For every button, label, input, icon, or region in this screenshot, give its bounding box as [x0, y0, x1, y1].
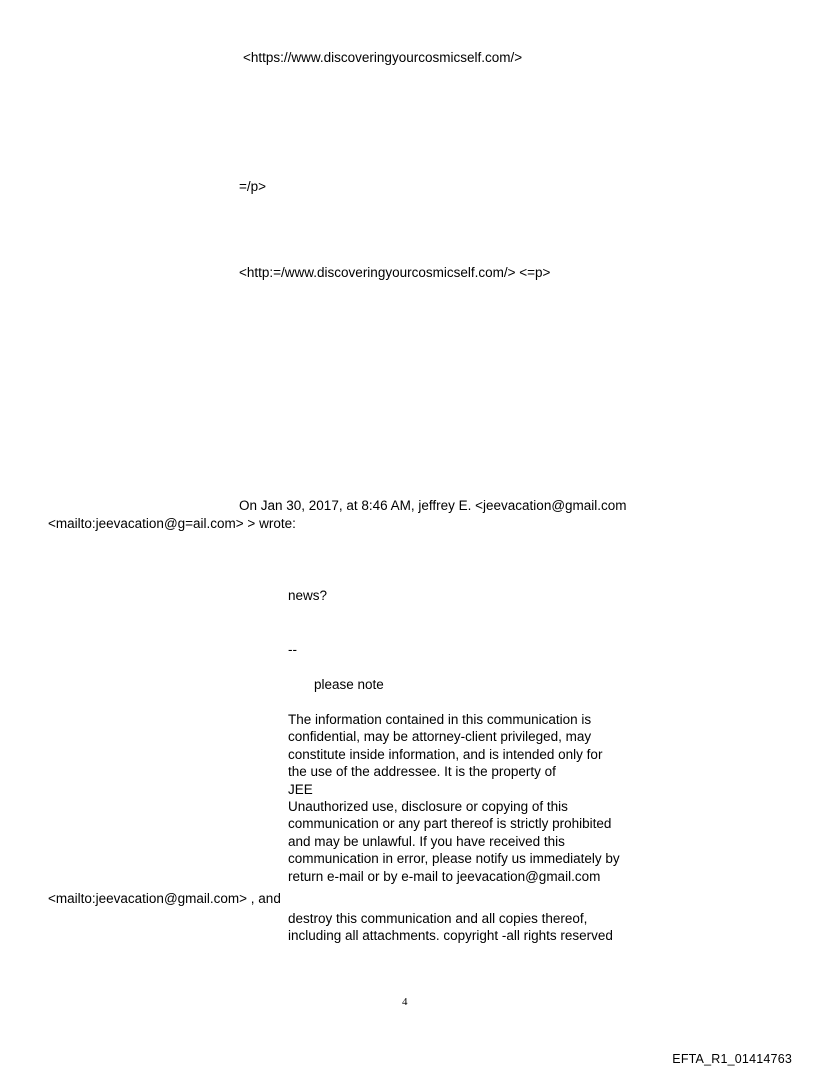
confidentiality-notice — [288, 711, 633, 885]
notice-line: Unauthorized use, disclosure or copying of this — [288, 799, 568, 815]
quote-header-line-1: On Jan 30, 2017, at 8:46 AM, jeffrey E. <jeevacation@gmail.com — [239, 498, 627, 513]
notice-line: and may be unlawful. If you have received this — [288, 833, 565, 849]
notice-line: confidential, may be attorney-client privileged, may — [288, 729, 592, 745]
notice-line: the use of the addressee. It is the property of — [288, 764, 556, 780]
notice-line: return e-mail or by e-mail to jeevacation@gmail.com — [288, 868, 601, 884]
notice-heading: please note — [314, 677, 384, 692]
notice-line: JEE — [288, 781, 313, 797]
notice-line: communication or any part thereof is strictly prohibited — [288, 816, 612, 832]
quote-header-line-2: <mailto:jeevacation@g=ail.com> > wrote: — [48, 516, 296, 531]
notice-line: The information contained in this communication is — [288, 712, 592, 727]
email-body-text: news? — [288, 588, 328, 603]
website-link-encoded[interactable]: <http:=/www.discoveringyourcosmicself.com/> <=p> — [239, 265, 551, 280]
page-number: 4 — [402, 996, 408, 1008]
website-link[interactable]: <https://www.discoveringyourcosmicself.com/> — [243, 50, 523, 65]
notice-line: communication in error, please notify us immediately by — [288, 851, 620, 867]
notice-tail-line-1: destroy this communication and all copies thereof, — [288, 911, 588, 926]
notice-line: constitute inside information, and is intended only for — [288, 746, 603, 762]
stray-html-fragment: =/p> — [239, 179, 267, 194]
mailto-line[interactable]: <mailto:jeevacation@gmail.com> , and — [48, 891, 281, 906]
document-id-stamp: EFTA_R1_01414763 — [672, 1052, 792, 1066]
signature-separator: -- — [288, 642, 297, 657]
notice-tail-line-2: including all attachments. copyright -all rights reserved — [288, 928, 613, 943]
